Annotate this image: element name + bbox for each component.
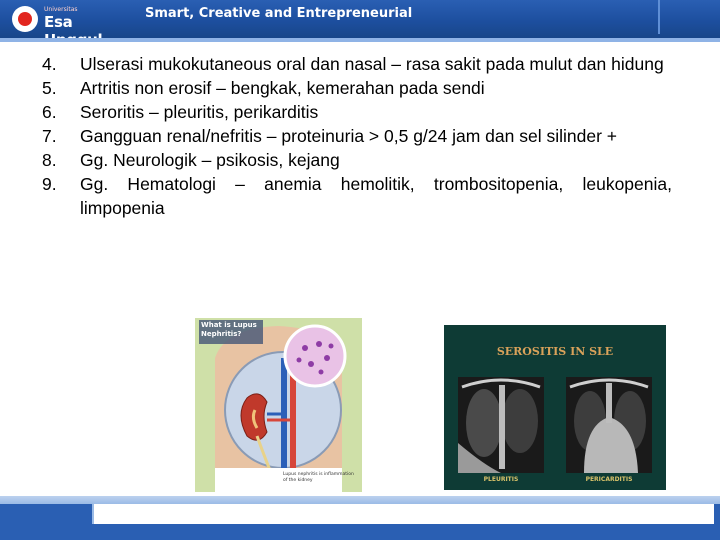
sle-right-label: PERICARDITIS <box>585 476 633 483</box>
logo-name: Esa <box>44 13 73 31</box>
footer-bar <box>0 496 720 540</box>
list-number: 6. <box>42 102 57 122</box>
lupus-caption: Lupus nephritis is inflammation of the kidney <box>283 472 354 483</box>
list-item <box>42 148 672 172</box>
sle-left-label: PLEURITIS <box>483 476 519 483</box>
symptom-list <box>42 52 672 220</box>
list-item <box>42 124 672 148</box>
lupus-title: What is Lupus Nephritis? <box>201 321 257 338</box>
list-number: 5. <box>42 78 57 98</box>
logo-small-text: Universitas <box>44 6 78 13</box>
list-text: Ulserasi mukokutaneous oral dan nasal – rasa sakit pada mulut dan hidung <box>80 54 664 74</box>
list-text: Gg. Neurologik – psikosis, kejang <box>80 150 340 170</box>
lupus-illustration-graphic <box>195 318 362 492</box>
header-bar <box>0 0 720 38</box>
footer-panel <box>92 504 714 524</box>
list-number: 8. <box>42 150 57 170</box>
list-item <box>42 100 672 124</box>
list-number: 9. <box>42 174 57 194</box>
list-item <box>42 76 672 100</box>
header-divider <box>658 0 660 34</box>
list-text: Gg. Hematologi – anemia hemolitik, trombositopenia, leukopenia, limpopenia <box>80 174 672 218</box>
list-item <box>42 172 672 220</box>
list-number: 4. <box>42 54 57 74</box>
list-text: Gangguan renal/nefritis – proteinuria > 0,5 g/24 jam dan sel silinder + <box>80 126 617 146</box>
university-logo <box>10 4 130 34</box>
header-tagline: Smart, Creative and Entrepreneurial <box>145 6 413 21</box>
footer-stripe <box>0 496 720 504</box>
list-number: 7. <box>42 126 57 146</box>
sle-title: SEROSITIS IN SLE <box>496 345 614 358</box>
list-item <box>42 52 672 76</box>
serositis-xray-image <box>444 325 666 490</box>
list-text: Seroritis – pleuritis, perikarditis <box>80 102 319 122</box>
lupus-nephritis-illustration <box>195 318 362 492</box>
header-stripe <box>0 38 720 42</box>
logo-emblem-icon <box>12 6 38 32</box>
list-text: Artritis non erosif – bengkak, kemerahan pada sendi <box>80 78 485 98</box>
